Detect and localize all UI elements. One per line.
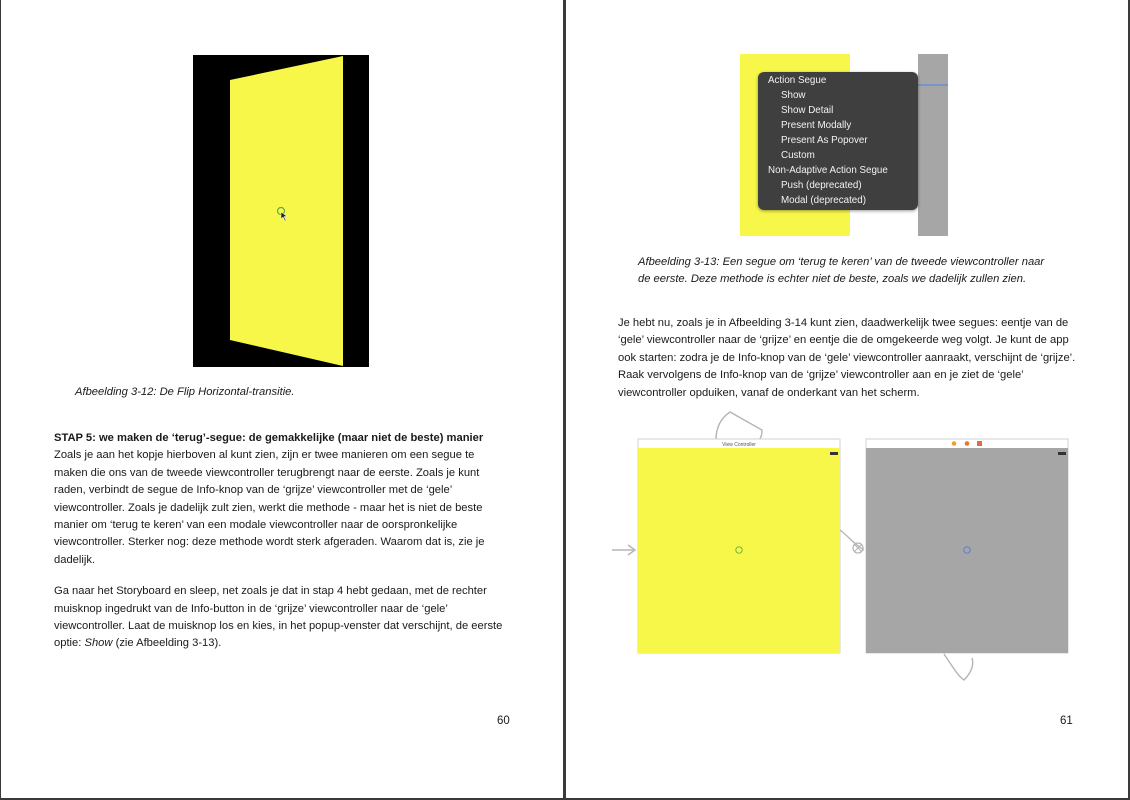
paragraph: Ga naar het Storyboard en sleep, net zoals je dat in stap 4 hebt gedaan, met de rechter muisknop ingedrukt van de Info-button in de ‘grijze’ viewcontroller naar de ‘gele’ viewcontroller. Laat de muisknop los en kies, in het popup-venster dat verschijnt, de eerste optie: Show (zie Afbeelding 3-13). (54, 585, 503, 650)
paragraph: Zoals je aan het kopje hierboven al kunt zien, zijn er twee manieren om een segue te maken die ons van de tweede viewcontroller terugbrengt naar de eerste. Zoals je kunt raden, verbindt de segue de Info-knop van de ‘grijze’ viewcontroller met de ‘gele’ viewcontroller. Zoals je dadelijk zult zien, werkt die methode - maar het is niet de beste manier om ‘terug te keren’ van een modale viewcontroller naar de oorspronkelijke viewcontroller. Sterker nog: deze methode wordt sterk afgeraden. Waarom dat is, zie je dadelijk. (54, 449, 485, 566)
segue-popup-menu[interactable] (758, 72, 918, 210)
gray-viewcontroller-edge (918, 54, 948, 236)
menu-item-present-modally[interactable]: Present Modally (781, 120, 852, 131)
gray-view (866, 448, 1068, 653)
yellow-vc-title: View Controller (722, 442, 756, 448)
left-page (1, 0, 563, 798)
option-show-emphasis: Show (84, 637, 113, 650)
storyboard-figure (612, 410, 1092, 688)
segue-menu-figure (740, 54, 950, 236)
menu-item-modal-deprecated[interactable]: Modal (deprecated) (781, 195, 866, 206)
segue-link-line (840, 530, 864, 550)
left-body-text (54, 430, 510, 667)
page-number: 60 (497, 715, 510, 727)
menu-item-present-as-popover[interactable]: Present As Popover (781, 135, 868, 146)
flip-transition-illustration (193, 55, 369, 367)
battery-icon (1058, 452, 1066, 455)
flipping-yellow-view (230, 56, 343, 366)
menu-item-show[interactable]: Show (781, 90, 806, 101)
storyboard-canvas (612, 410, 1092, 688)
segue-loop-top (716, 412, 762, 440)
section-heading: STAP 5: we maken de ‘terug’-segue: de gemakkelijke (maar niet de beste) manier (54, 432, 484, 444)
menu-item-show-detail[interactable]: Show Detail (781, 105, 834, 116)
menu-header-action-segue: Action Segue (768, 75, 827, 86)
figure-caption-3-13: Afbeelding 3-13: Een segue om ‘terug te keren’ van de tweede viewcontroller naar de eerste. Deze methode is echter niet de beste, zoals we dadelijk zullen zien. (638, 256, 1045, 285)
scene-dock-icon (977, 441, 982, 446)
right-page (566, 0, 1128, 798)
page-number: 61 (1060, 715, 1073, 727)
scene-dock-icon (965, 441, 970, 446)
right-body-text (618, 315, 1076, 416)
menu-item-push-deprecated[interactable]: Push (deprecated) (781, 180, 862, 191)
menu-item-custom[interactable]: Custom (781, 150, 815, 161)
scene-dock-icon (952, 441, 957, 446)
figure-caption-3-12: Afbeelding 3-12: De Flip Horizontal-transitie. (75, 386, 295, 398)
battery-icon (830, 452, 838, 455)
paragraph: Je hebt nu, zoals je in Afbeelding 3-14 kunt zien, daadwerkelijk twee segues: eentje van de ‘gele’ viewcontroller naar de ‘grijze’ en eentje die de omgekeerde weg volgt. Je kunt de app ook starten: zodra je de Info-knop van de ‘gele’ viewcontroller aanraakt, verschijnt de ‘grijze’. Raak vervolgens de Info-knop van de ‘grijze’ viewcontroller aan en je ziet de ‘gele’ viewcontroller opduiken, vanaf de onderkant van het scherm. (618, 317, 1076, 399)
menu-header-non-adaptive: Non-Adaptive Action Segue (768, 165, 888, 176)
flip-horizontal-figure (193, 55, 369, 367)
yellow-view (638, 448, 840, 653)
segue-loop-bottom (944, 654, 973, 680)
